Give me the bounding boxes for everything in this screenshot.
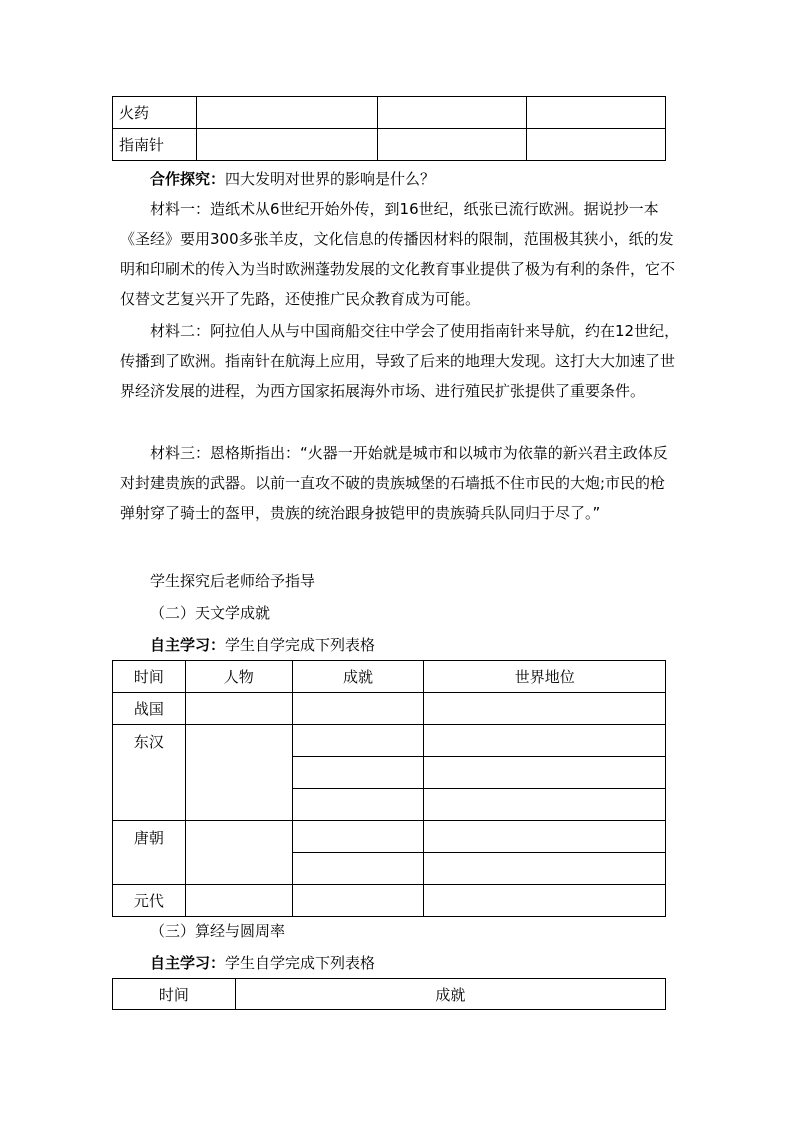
material-3: 材料三：恩格斯指出：“火器一开始就是城市和以城市为依靠的新兴君主政体反对封建贵族的武器。以前一直攻不破的贵族城堡的石墙抵不住市民的大炮;市民的枪弹射穿了骑士的盔甲，贵族的统治跟身披铠甲的贵族骑兵队同归于尽了。” (120, 444, 668, 522)
table-cell (424, 693, 666, 725)
table-row (113, 821, 666, 853)
table-cell (424, 789, 666, 821)
self-study-text: 学生自学完成下列表格 (225, 636, 376, 654)
section-astronomy: （二）天文学成就 (150, 604, 271, 622)
period-cell: 东汉 (113, 725, 186, 821)
header-time: 时间 (113, 661, 186, 693)
table-cell (292, 693, 424, 725)
coop-question-text: 四大发明对世界的影响是什么？ (225, 170, 436, 188)
table-cell (527, 129, 666, 161)
table-row (113, 97, 666, 129)
material-1: 材料一：造纸术从6世纪开始外传，到16世纪，纸张已流行欧洲。据说抄一本《圣经》要用300多张羊皮，文化信息的传播因材料的限制，范围极其狭小，纸的发明和印刷术的传入为当时欧洲蓬勃发展的文化教育事业提供了极为有利的条件，它不仅替文艺复兴开了先路，还使推广民众教育成为可能。 (120, 200, 676, 308)
inventions-table (112, 96, 666, 161)
self-study-label: 自主学习： (150, 636, 226, 654)
table-row (113, 129, 666, 161)
header-person: 人物 (185, 661, 292, 693)
table-cell (292, 885, 424, 917)
table-cell (185, 725, 292, 821)
self-study-astronomy (150, 630, 375, 660)
astronomy-table (112, 660, 666, 917)
table-cell (292, 725, 424, 757)
table-cell (424, 725, 666, 757)
self-study-text: 学生自学完成下列表格 (225, 954, 376, 972)
table-cell (424, 821, 666, 853)
table-cell (424, 757, 666, 789)
period-cell: 唐朝 (113, 821, 186, 885)
table-header-row (113, 979, 666, 1010)
table-row (113, 725, 666, 757)
table-cell (377, 97, 527, 129)
section-mathematics: （三）算经与圆周率 (150, 922, 286, 940)
mathematics-table (112, 978, 666, 1010)
header-time: 时间 (113, 979, 236, 1010)
table-cell (292, 821, 424, 853)
table-cell (377, 129, 527, 161)
table-cell (527, 97, 666, 129)
header-world-status: 世界地位 (424, 661, 666, 693)
table-cell (292, 757, 424, 789)
table-cell (196, 129, 377, 161)
table-cell (292, 853, 424, 885)
table-cell: 火药 (113, 97, 197, 129)
table-row (113, 693, 666, 725)
table-cell (292, 789, 424, 821)
table-cell (185, 885, 292, 917)
header-achievement: 成就 (235, 979, 665, 1010)
table-cell (424, 885, 666, 917)
table-cell (185, 821, 292, 885)
table-cell (424, 853, 666, 885)
period-cell: 战国 (113, 693, 186, 725)
header-achievement: 成就 (292, 661, 424, 693)
material-2: 材料二：阿拉伯人从与中国商船交往中学会了使用指南针来导航，约在12世纪，传播到了欧洲。指南针在航海上应用，导致了后来的地理大发现。这打大大加速了世界经济发展的进程，为西方国家拓展海外市场、进行殖民扩张提供了重要条件。 (120, 322, 680, 400)
table-cell (185, 693, 292, 725)
table-cell (196, 97, 377, 129)
coop-label: 合作探究： (150, 170, 226, 188)
self-study-label: 自主学习： (150, 954, 226, 972)
table-header-row (113, 661, 666, 693)
period-cell: 元代 (113, 885, 186, 917)
self-study-math (150, 948, 375, 978)
coop-question (150, 164, 435, 194)
teacher-guide: 学生探究后老师给予指导 (150, 572, 316, 590)
table-row (113, 885, 666, 917)
table-cell: 指南针 (113, 129, 197, 161)
